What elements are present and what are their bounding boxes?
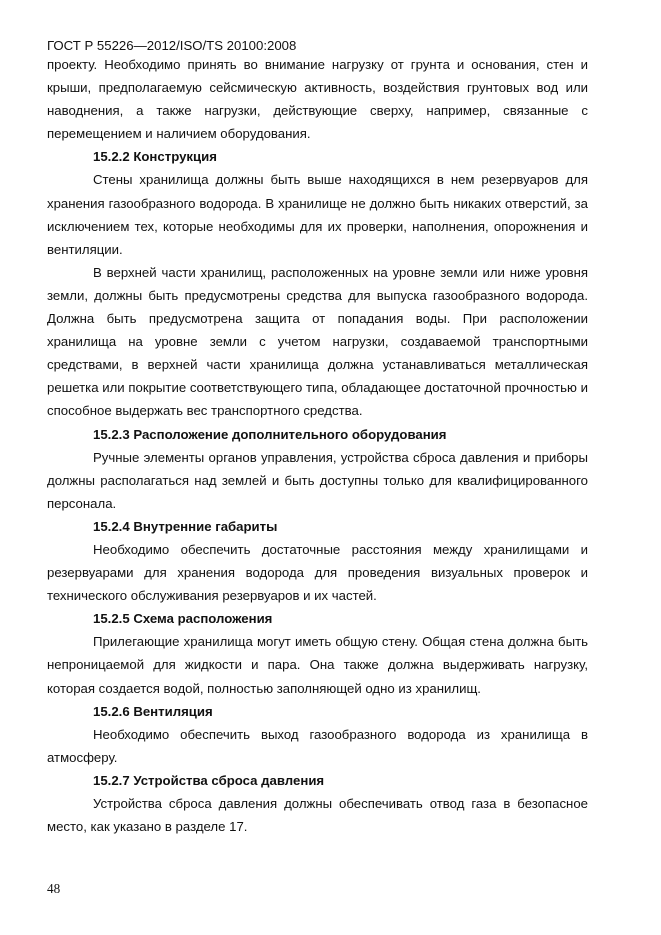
paragraph: Необходимо обеспечить достаточные расстояния между хранилищами и резервуарами для хранения водорода для проведения визуальных проверок и технического обслуживания резервуаров и их частей. [47, 541, 588, 604]
paragraph: Необходимо обеспечить выход газообразного водорода из хранилища в атмосферу. [47, 726, 588, 765]
section-heading-internal-dimensions: 15.2.4 Внутренние габариты [93, 518, 278, 534]
document-body [47, 53, 588, 838]
document-header: ГОСТ Р 55226—2012/ISO/TS 20100:2008 [47, 38, 297, 53]
section-heading-construction: 15.2.2 Конструкция [93, 149, 217, 165]
section-heading-layout-scheme: 15.2.5 Схема расположения [93, 611, 273, 627]
paragraph: Устройства сброса давления должны обеспечивать отвод газа в безопасное место, как указано в разделе 17. [47, 796, 588, 835]
section-heading-pressure-relief: 15.2.7 Устройства сброса давления [93, 772, 325, 788]
paragraph: Ручные элементы органов управления, устройства сброса давления и приборы должны располагаться над землей и быть доступны только для квалифицированного персонала. [47, 449, 588, 511]
section-heading-ventilation: 15.2.6 Вентиляция [93, 703, 213, 719]
paragraph: В верхней части хранилищ, расположенных на уровне земли или ниже уровня земли, должны быть предусмотрены средства для выпуска газообразного водорода. Должна быть предусмотрена защита от попадания воды. При расположении хранилища на уровне земли с учетом нагрузки, создаваемой транспортными средствами, в верхней части хранилища должна устанавливаться металлическая решетка или покрытие соответствующего типа, обладающее достаточной прочностью и способное выдержать вес транспортного средства. [47, 264, 588, 419]
page-number: 48 [47, 881, 61, 896]
paragraph: Прилегающие хранилища могут иметь общую стену. Общая стена должна быть непроницаемой для жидкости и пара. Она также должна выдерживать нагрузку, которая создается водой, полностью заполняющей одно из хранилищ. [47, 634, 588, 696]
paragraph: Стены хранилища должны быть выше находящихся в нем резервуаров для хранения газообразного водорода. В хранилище не должно быть никаких отверстий, за исключением тех, которые необходимы для их проверки, наполнения, опорожнения и вентиляции. [47, 172, 588, 257]
section-heading-equipment-location: 15.2.3 Расположение дополнительного оборудования [93, 426, 447, 442]
intro-paragraph: проекту. Необходимо принять во внимание нагрузку от грунта и основания, стен и крыши, предполагаемую сейсмическую активность, воздействия грунтовых вод или наводнения, а также нагрузки, действующие сверху, например, связанные с перемещением и наличием оборудования. [47, 57, 588, 142]
